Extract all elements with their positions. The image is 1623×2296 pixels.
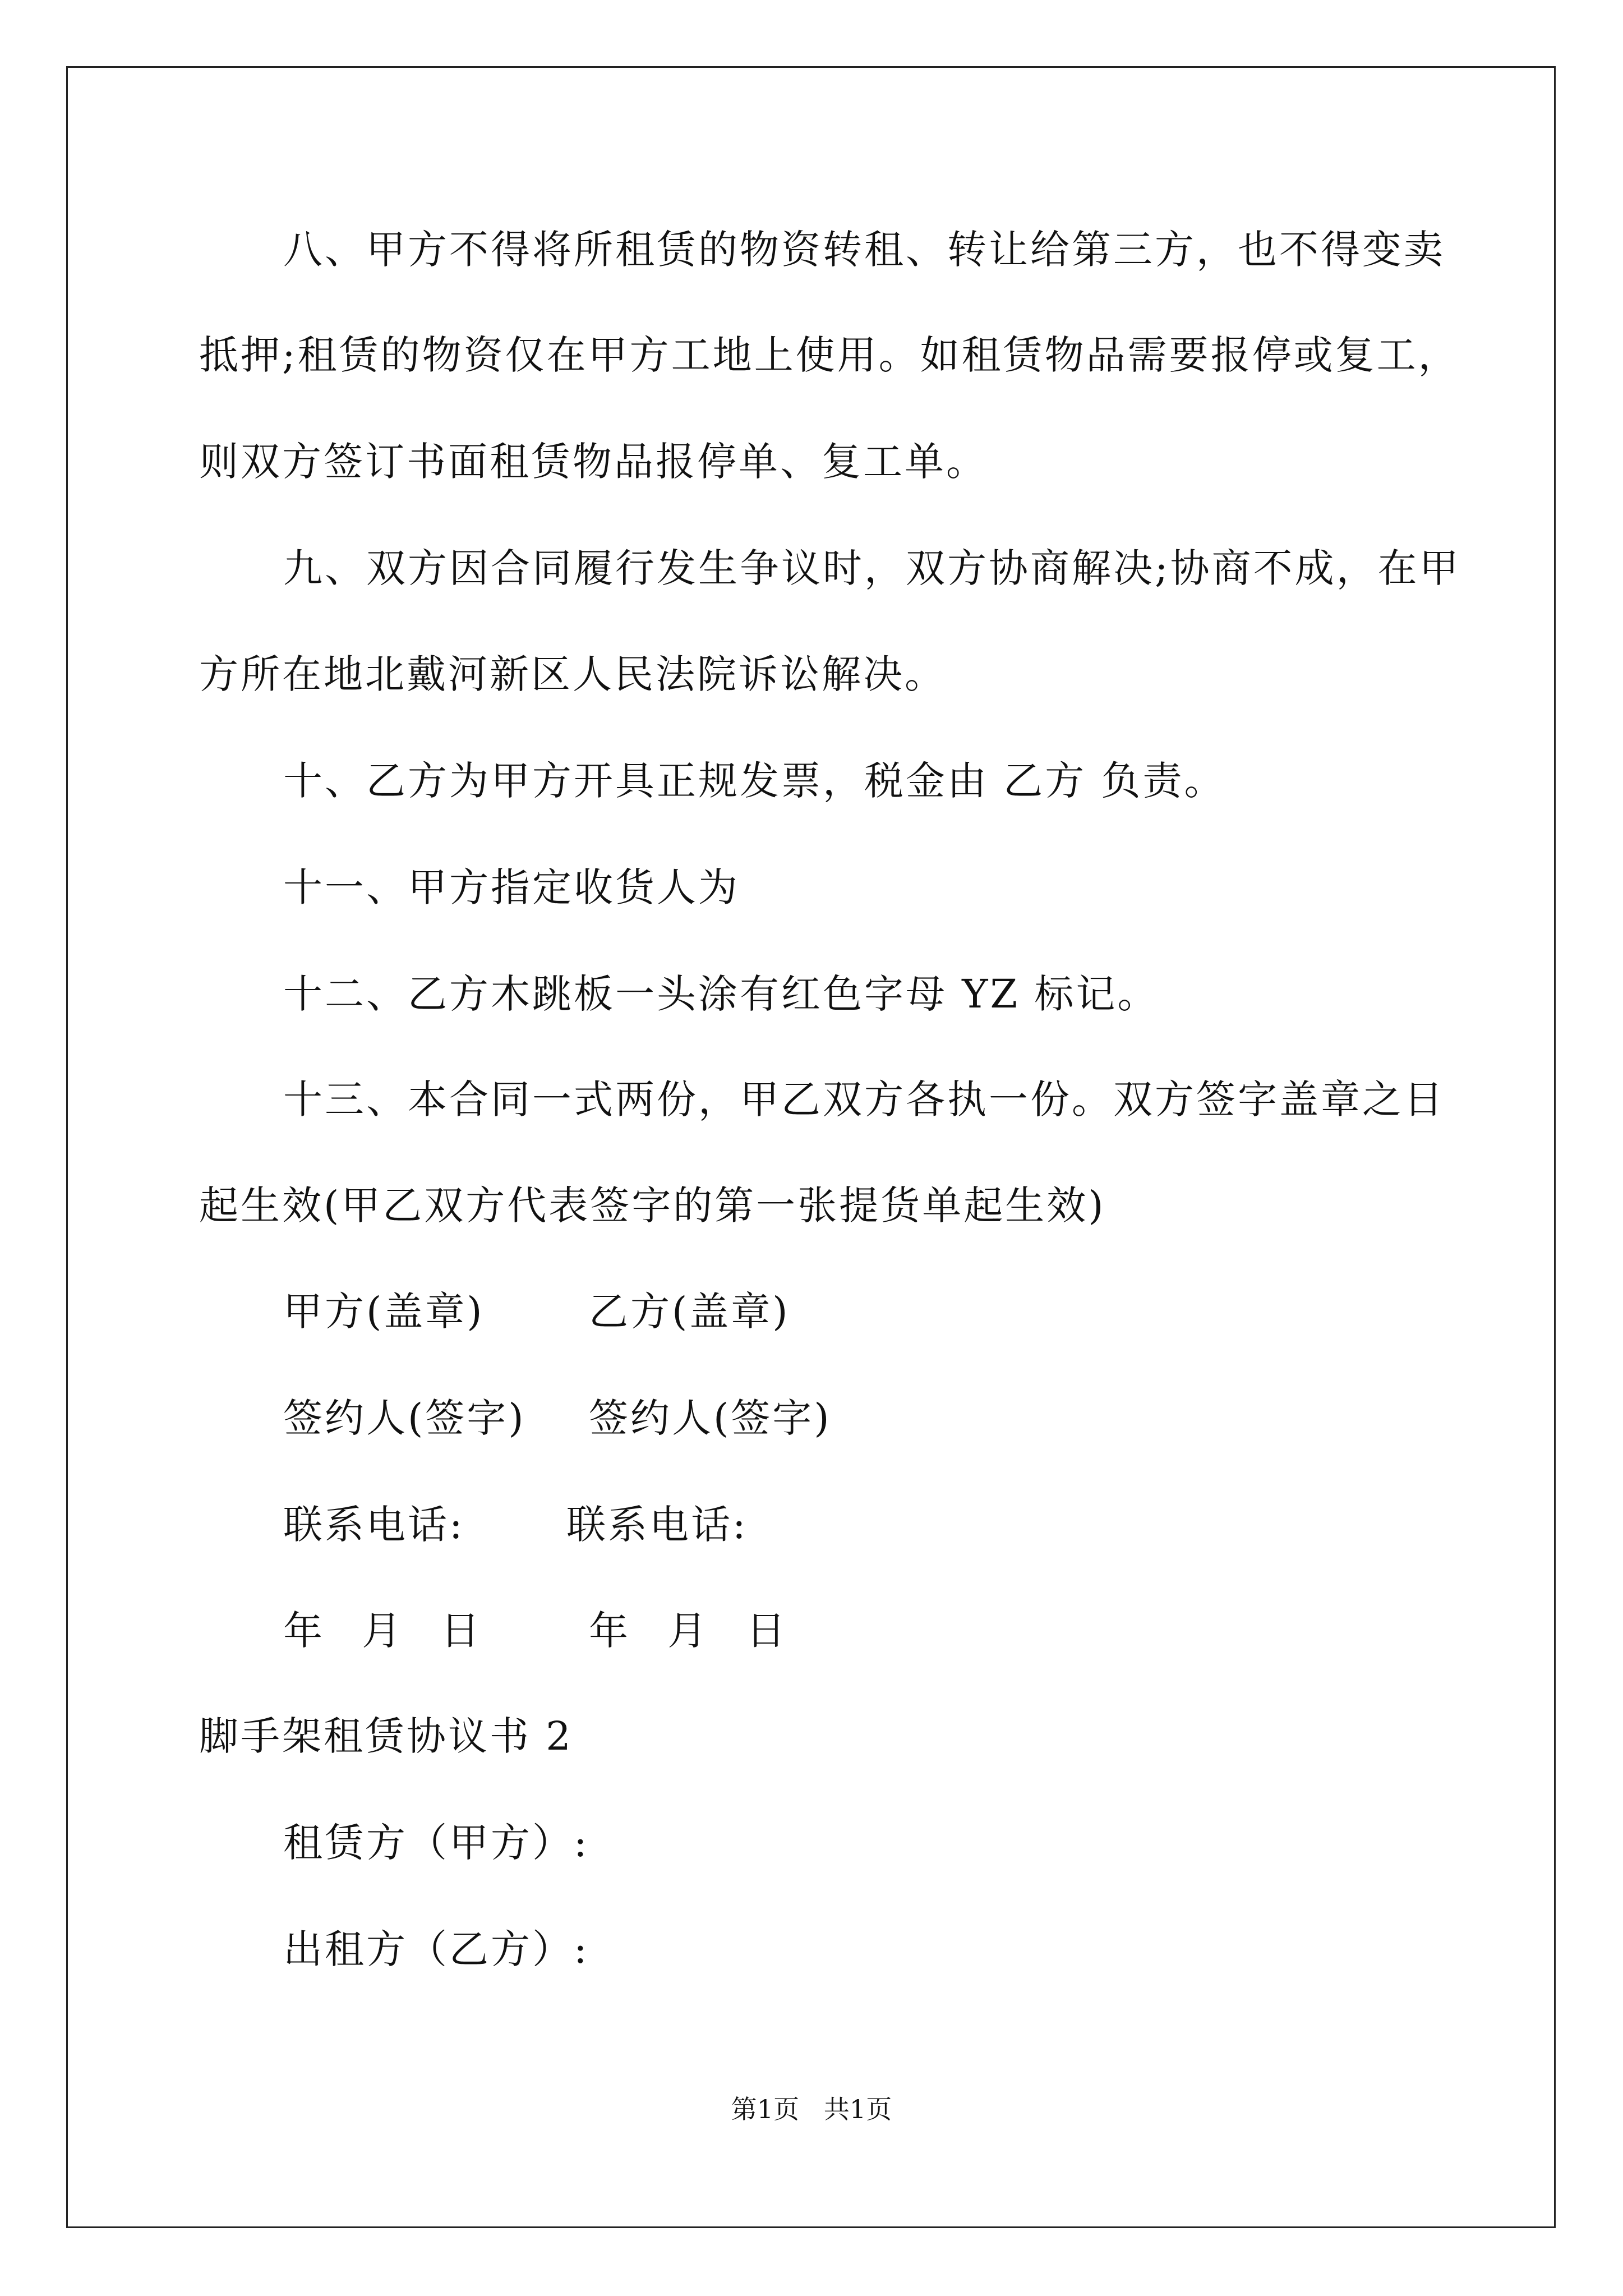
clause-13-line-2: 起生效(甲乙双方代表签字的第一张提货单起生效) [199,1182,1106,1228]
section-2-title: 脚手架租赁协议书 2 [199,1713,573,1759]
signer-a: 签约人(签字) [283,1395,526,1441]
clause-9-line-1: 九、双方因合同履行发生争议时，双方协商解决;协商不成，在甲 [283,545,1461,591]
clause-9-line-2: 方所在地北戴河新区人民法院诉讼解决。 [199,651,946,697]
lessor-line: 出租方（乙方）: [283,1926,589,1972]
date-a: 年 月 日 [283,1608,482,1654]
phone-a: 联系电话: [283,1502,465,1548]
signer-b: 签约人(签字) [589,1395,832,1441]
page-border [66,66,1556,2228]
date-b: 年 月 日 [589,1608,788,1654]
party-a-seal: 甲方(盖章) [283,1289,485,1335]
clause-10: 十、乙方为甲方开具正规发票，税金由 乙方 负责。 [283,758,1226,804]
clause-13-line-1: 十三、本合同一式两份，甲乙双方各执一份。双方签字盖章之日 [283,1076,1445,1122]
lessee-line: 租赁方（甲方）: [283,1820,589,1866]
clause-12: 十二、乙方木跳板一头涂有红色字母 YZ 标记。 [283,971,1159,1017]
clause-8-line-3: 则双方签订书面租赁物品报停单、复工单。 [199,439,988,485]
party-b-seal: 乙方(盖章) [589,1289,790,1335]
page-footer: 第1页 共1页 [731,2094,892,2124]
clause-8-line-2: 抵押;租赁的物资仅在甲方工地上使用。如租赁物品需要报停或复工， [199,332,1460,378]
clause-11: 十一、甲方指定收货人为 [283,864,740,910]
phone-b: 联系电话: [566,1502,748,1548]
clause-8-line-1: 八、甲方不得将所租赁的物资转租、转让给第三方，也不得变卖 [283,227,1445,273]
